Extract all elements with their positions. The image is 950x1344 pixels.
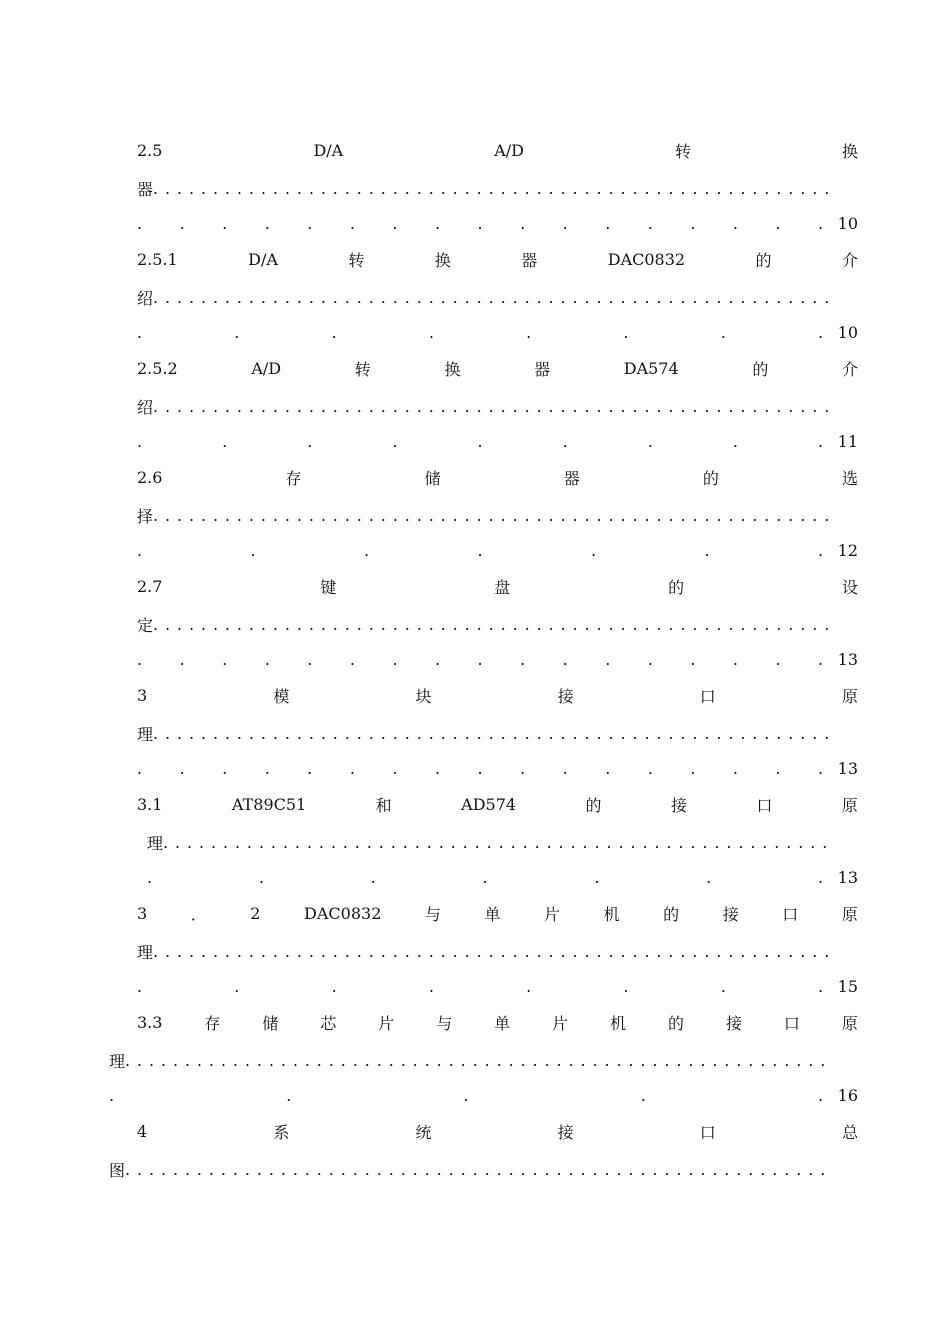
toc-spaced-dot: .	[307, 759, 313, 778]
toc-title-token: 块	[415, 686, 432, 706]
toc-title-token: 盘	[494, 577, 511, 597]
toc-title-token: 原	[841, 686, 858, 706]
toc-spaced-dot: .	[818, 868, 824, 887]
toc-spaced-dot: .	[690, 759, 696, 778]
toc-title-token: 模	[273, 686, 290, 706]
toc-spaced-dot: .	[690, 214, 696, 233]
toc-spaced-dot: .	[434, 650, 441, 669]
toc-spaced-dot: .	[591, 541, 597, 560]
toc-page-number: 12	[837, 541, 858, 560]
toc-spaced-dot: .	[307, 214, 313, 233]
toc-spaced-dot: .	[623, 977, 629, 996]
toc-spaced-dot: .	[392, 214, 398, 233]
toc-title-token: D/A	[248, 249, 278, 269]
toc-spaced-dot: .	[307, 650, 313, 669]
toc-spaced-dot: .	[520, 650, 526, 669]
toc-leader-line	[147, 831, 834, 853]
toc-spaced-dot: .	[520, 214, 526, 233]
toc-title-token: DAC0832	[304, 903, 382, 923]
toc-spaced-dot: .	[605, 759, 611, 778]
toc-spaced-dot: .	[732, 759, 738, 778]
toc-spaced-dot: .	[704, 541, 710, 560]
toc-title-token: 转	[354, 359, 371, 379]
toc-leader-line	[137, 177, 836, 199]
toc-title-token: 接	[722, 904, 739, 924]
toc-title-token: 原	[841, 904, 858, 924]
toc-spaced-dot: .	[264, 759, 270, 778]
toc-title-token: 原	[841, 795, 858, 815]
toc-title-token: AD574	[461, 794, 517, 814]
toc-title-token: 设	[841, 577, 858, 597]
toc-title-token: 单	[484, 904, 501, 924]
toc-title-token: 换	[434, 250, 451, 270]
toc-spaced-dot: .	[147, 868, 153, 887]
toc-spaced-dot: .	[109, 1086, 115, 1105]
toc-title-token: 片	[378, 1013, 395, 1033]
toc-page-line	[137, 759, 858, 781]
toc-spaced-dot: .	[392, 432, 398, 451]
toc-spaced-dot: .	[690, 650, 696, 669]
toc-leader-char: 定	[137, 615, 154, 635]
toc-spaced-dot: .	[222, 432, 228, 451]
toc-title-token: 口	[699, 686, 716, 706]
toc-title-token: 转	[348, 250, 365, 270]
toc-title-token: 口	[699, 1122, 716, 1142]
toc-page-line	[137, 650, 858, 672]
toc-spaced-dot: .	[562, 759, 568, 778]
toc-leader-char: 绍	[137, 288, 154, 308]
toc-spaced-dot: .	[364, 541, 370, 560]
toc-spaced-dot: .	[349, 650, 355, 669]
toc-title-token: 接	[725, 1013, 742, 1033]
toc-spaced-dot: .	[331, 977, 337, 996]
toc-spaced-dot: .	[428, 977, 434, 996]
toc-spaced-dot: .	[234, 977, 240, 996]
toc-title-token: 3	[137, 685, 148, 705]
toc-spaced-dot: .	[370, 868, 376, 887]
toc-spaced-dot: .	[526, 323, 532, 342]
toc-spaced-dot: .	[647, 432, 653, 451]
toc-spaced-dot: .	[222, 650, 228, 669]
toc-title-token: 选	[841, 468, 858, 488]
toc-page-line	[109, 1086, 858, 1108]
toc-spaced-dot: .	[137, 977, 143, 996]
toc-leader-dots: .........................................................	[153, 287, 837, 307]
toc-spaced-dot: .	[520, 759, 526, 778]
toc-leader-line	[137, 395, 836, 417]
toc-spaced-dot: .	[647, 650, 653, 669]
toc-spaced-dot: .	[818, 541, 824, 560]
toc-leader-char: 择	[137, 506, 154, 526]
toc-spaced-dot: .	[137, 432, 143, 451]
toc-spaced-dot: .	[818, 977, 824, 996]
toc-title-token: 接	[557, 686, 574, 706]
toc-spaced-dot: .	[647, 214, 653, 233]
toc-title-token: 与	[436, 1013, 453, 1033]
toc-leader-line	[109, 1049, 832, 1071]
toc-title-token: 转	[674, 141, 691, 161]
toc-title-token: 储	[262, 1013, 279, 1033]
toc-spaced-dot: .	[562, 650, 568, 669]
toc-title-token: 键	[320, 577, 337, 597]
toc-page-line	[147, 868, 858, 890]
toc-spaced-dot: .	[392, 650, 398, 669]
toc-title-token: 机	[610, 1013, 627, 1033]
toc-spaced-dot: .	[137, 759, 143, 778]
toc-title-token: 介	[841, 359, 858, 379]
toc-title-token: 2.6	[137, 467, 163, 487]
toc-page-line	[137, 432, 858, 454]
toc-spaced-dot: .	[775, 650, 781, 669]
toc-spaced-dot: .	[331, 323, 337, 342]
toc-leader-line	[137, 722, 836, 744]
toc-leader-line	[137, 940, 836, 962]
toc-spaced-dot: .	[286, 1086, 292, 1105]
toc-page-number: 13	[837, 868, 858, 887]
toc-spaced-dot: .	[482, 868, 488, 887]
toc-spaced-dot: .	[349, 759, 355, 778]
toc-spaced-dot: .	[640, 1086, 646, 1105]
toc-leader-char: 绍	[137, 397, 154, 417]
toc-title-token: 的	[702, 468, 719, 488]
toc-title-token: 口	[783, 1013, 800, 1033]
toc-spaced-dot: .	[264, 214, 270, 233]
toc-title-token: 机	[603, 904, 620, 924]
toc-title-token: 器	[534, 359, 551, 379]
toc-entry-title[interactable]	[137, 684, 858, 706]
toc-spaced-dot: .	[647, 759, 653, 778]
toc-spaced-dot: .	[605, 214, 611, 233]
toc-spaced-dot: .	[428, 323, 434, 342]
toc-spaced-dot: .	[775, 759, 781, 778]
toc-page-number: 11	[837, 432, 858, 451]
toc-spaced-dot: .	[477, 214, 483, 233]
toc-leader-char: 器	[137, 179, 154, 199]
toc-spaced-dot: .	[137, 214, 143, 233]
toc-spaced-dot: .	[434, 214, 441, 233]
toc-spaced-dot: .	[818, 432, 824, 451]
toc-title-token: 2.5.1	[137, 249, 178, 269]
toc-spaced-dot: .	[234, 323, 240, 342]
toc-title-token: A/D	[494, 140, 524, 160]
toc-leader-dots: .........................................................	[153, 178, 837, 198]
toc-spaced-dot: .	[732, 214, 738, 233]
toc-page-number: 10	[837, 214, 858, 233]
toc-spaced-dot: .	[818, 1086, 824, 1105]
toc-spaced-dot: .	[392, 759, 398, 778]
toc-title-token: 2.5.2	[137, 358, 178, 378]
toc-leader-char: 理	[109, 1051, 126, 1071]
toc-page-number: 16	[837, 1086, 858, 1105]
toc-leader-char: 理	[137, 942, 154, 962]
toc-title-token: 的	[585, 795, 602, 815]
toc-entry-title[interactable]	[137, 357, 858, 379]
toc-title-token: 介	[841, 250, 858, 270]
toc-leader-line	[109, 1158, 832, 1180]
toc-entry-title[interactable]	[137, 1120, 858, 1142]
toc-title-token: 存	[285, 468, 302, 488]
toc-spaced-dot: .	[818, 214, 824, 233]
toc-spaced-dot: .	[477, 650, 483, 669]
toc-spaced-dot: .	[477, 759, 483, 778]
toc-title-token: AT89C51	[231, 794, 307, 814]
toc-title-token: 统	[415, 1122, 432, 1142]
toc-title-token: 总	[841, 1122, 858, 1142]
toc-leader-char: 理	[137, 724, 154, 744]
toc-spaced-dot: .	[434, 759, 441, 778]
toc-spaced-dot: .	[137, 541, 143, 560]
toc-spaced-dot: .	[307, 432, 313, 451]
toc-entry-title[interactable]	[137, 466, 858, 488]
toc-entry-title[interactable]	[137, 793, 858, 815]
toc-title-token: 器	[563, 468, 580, 488]
toc-spaced-dot: .	[179, 214, 185, 233]
toc-spaced-dot: .	[349, 214, 355, 233]
toc-spaced-dot: .	[818, 650, 824, 669]
toc-spaced-dot: .	[623, 323, 629, 342]
toc-page-line	[137, 323, 858, 345]
toc-spaced-dot: .	[137, 650, 143, 669]
toc-spaced-dot: .	[562, 432, 568, 451]
toc-entry-title[interactable]	[137, 1011, 858, 1033]
toc-page-line	[137, 541, 858, 563]
toc-spaced-dot: .	[732, 650, 738, 669]
toc-title-token: 储	[424, 468, 441, 488]
toc-spaced-dot: .	[562, 214, 568, 233]
toc-spaced-dot: .	[137, 323, 143, 342]
toc-page-number: 13	[837, 759, 858, 778]
toc-title-token: 换	[444, 359, 461, 379]
toc-title-token: 3.1	[137, 794, 163, 814]
toc-leader-line	[137, 613, 836, 635]
toc-title-token: 的	[668, 1013, 685, 1033]
toc-title-token: 片	[544, 904, 561, 924]
toc-entry-title[interactable]	[137, 575, 858, 597]
toc-spaced-dot: .	[720, 323, 726, 342]
toc-title-token: 的	[663, 904, 680, 924]
toc-leader-line	[137, 286, 836, 308]
toc-title-token: 4	[137, 1121, 148, 1141]
toc-title-token: 片	[552, 1013, 569, 1033]
toc-title-token: 2.5	[137, 140, 163, 160]
toc-title-token: 接	[670, 795, 687, 815]
toc-spaced-dot: .	[258, 868, 264, 887]
toc-spaced-dot: .	[222, 214, 228, 233]
toc-title-token: 原	[841, 1013, 858, 1033]
toc-title-token: 单	[494, 1013, 511, 1033]
toc-spaced-dot: .	[706, 868, 712, 887]
toc-leader-dots: .........................................................	[153, 614, 837, 634]
toc-title-token: 3.3	[137, 1012, 163, 1032]
toc-title-token: D/A	[313, 140, 344, 160]
toc-title-token: 换	[841, 141, 858, 161]
toc-entry-title[interactable]	[137, 248, 858, 270]
toc-title-token: 存	[204, 1013, 221, 1033]
toc-spaced-dot: .	[222, 759, 228, 778]
toc-spaced-dot: .	[250, 541, 256, 560]
toc-title-token: 口	[756, 795, 773, 815]
toc-title-token: 和	[375, 795, 392, 815]
toc-title-token: 口	[782, 904, 799, 924]
toc-leader-dots: ...........................................................	[125, 1050, 833, 1070]
toc-page-number: 10	[837, 323, 858, 342]
toc-spaced-dot: .	[720, 977, 726, 996]
toc-leader-dots: .........................................................	[153, 723, 837, 743]
toc-spaced-dot: .	[264, 650, 270, 669]
toc-leader-dots: ...........................................................	[125, 1159, 833, 1179]
toc-spaced-dot: .	[732, 432, 738, 451]
toc-spaced-dot: .	[605, 650, 611, 669]
toc-title-token: DA574	[623, 358, 679, 378]
toc-leader-char: 图	[109, 1160, 126, 1180]
toc-spaced-dot: .	[594, 868, 600, 887]
toc-title-token: ．	[190, 904, 207, 924]
toc-page-number: 15	[837, 977, 858, 996]
toc-leader-dots: .........................................................	[153, 396, 837, 416]
toc-title-token: 的	[755, 250, 772, 270]
toc-title-token: 的	[668, 577, 685, 597]
toc-spaced-dot: .	[818, 323, 824, 342]
toc-leader-dots: ........................................................	[163, 832, 835, 852]
toc-leader-dots: .........................................................	[153, 505, 837, 525]
toc-spaced-dot: .	[775, 214, 781, 233]
toc-spaced-dot: .	[179, 650, 185, 669]
toc-page-line	[137, 214, 858, 236]
toc-leader-dots: .........................................................	[153, 941, 837, 961]
toc-spaced-dot: .	[463, 1086, 469, 1105]
toc-spaced-dot: .	[818, 759, 824, 778]
toc-title-token: 与	[424, 904, 441, 924]
toc-page-number: 13	[837, 650, 858, 669]
toc-spaced-dot: .	[526, 977, 532, 996]
toc-title-token: DAC0832	[607, 249, 686, 269]
toc-title-token: 芯	[320, 1013, 337, 1033]
toc-spaced-dot: .	[179, 759, 185, 778]
toc-title-token: 接	[557, 1122, 574, 1142]
toc-title-token: 的	[752, 359, 769, 379]
toc-title-token: A/D	[251, 358, 282, 378]
toc-title-token: 3	[137, 903, 148, 923]
toc-title-token: 2.7	[137, 576, 163, 596]
toc-entry-title[interactable]	[137, 902, 858, 924]
toc-title-token: 器	[521, 250, 538, 270]
toc-title-token: 系	[273, 1122, 290, 1142]
toc-entry-title[interactable]	[137, 139, 858, 161]
toc-leader-char: 理	[147, 833, 164, 853]
toc-spaced-dot: .	[477, 541, 483, 560]
toc-leader-line	[137, 504, 836, 526]
toc-page-line	[137, 977, 858, 999]
toc-spaced-dot: .	[477, 432, 483, 451]
toc-title-token: 2	[250, 903, 261, 923]
